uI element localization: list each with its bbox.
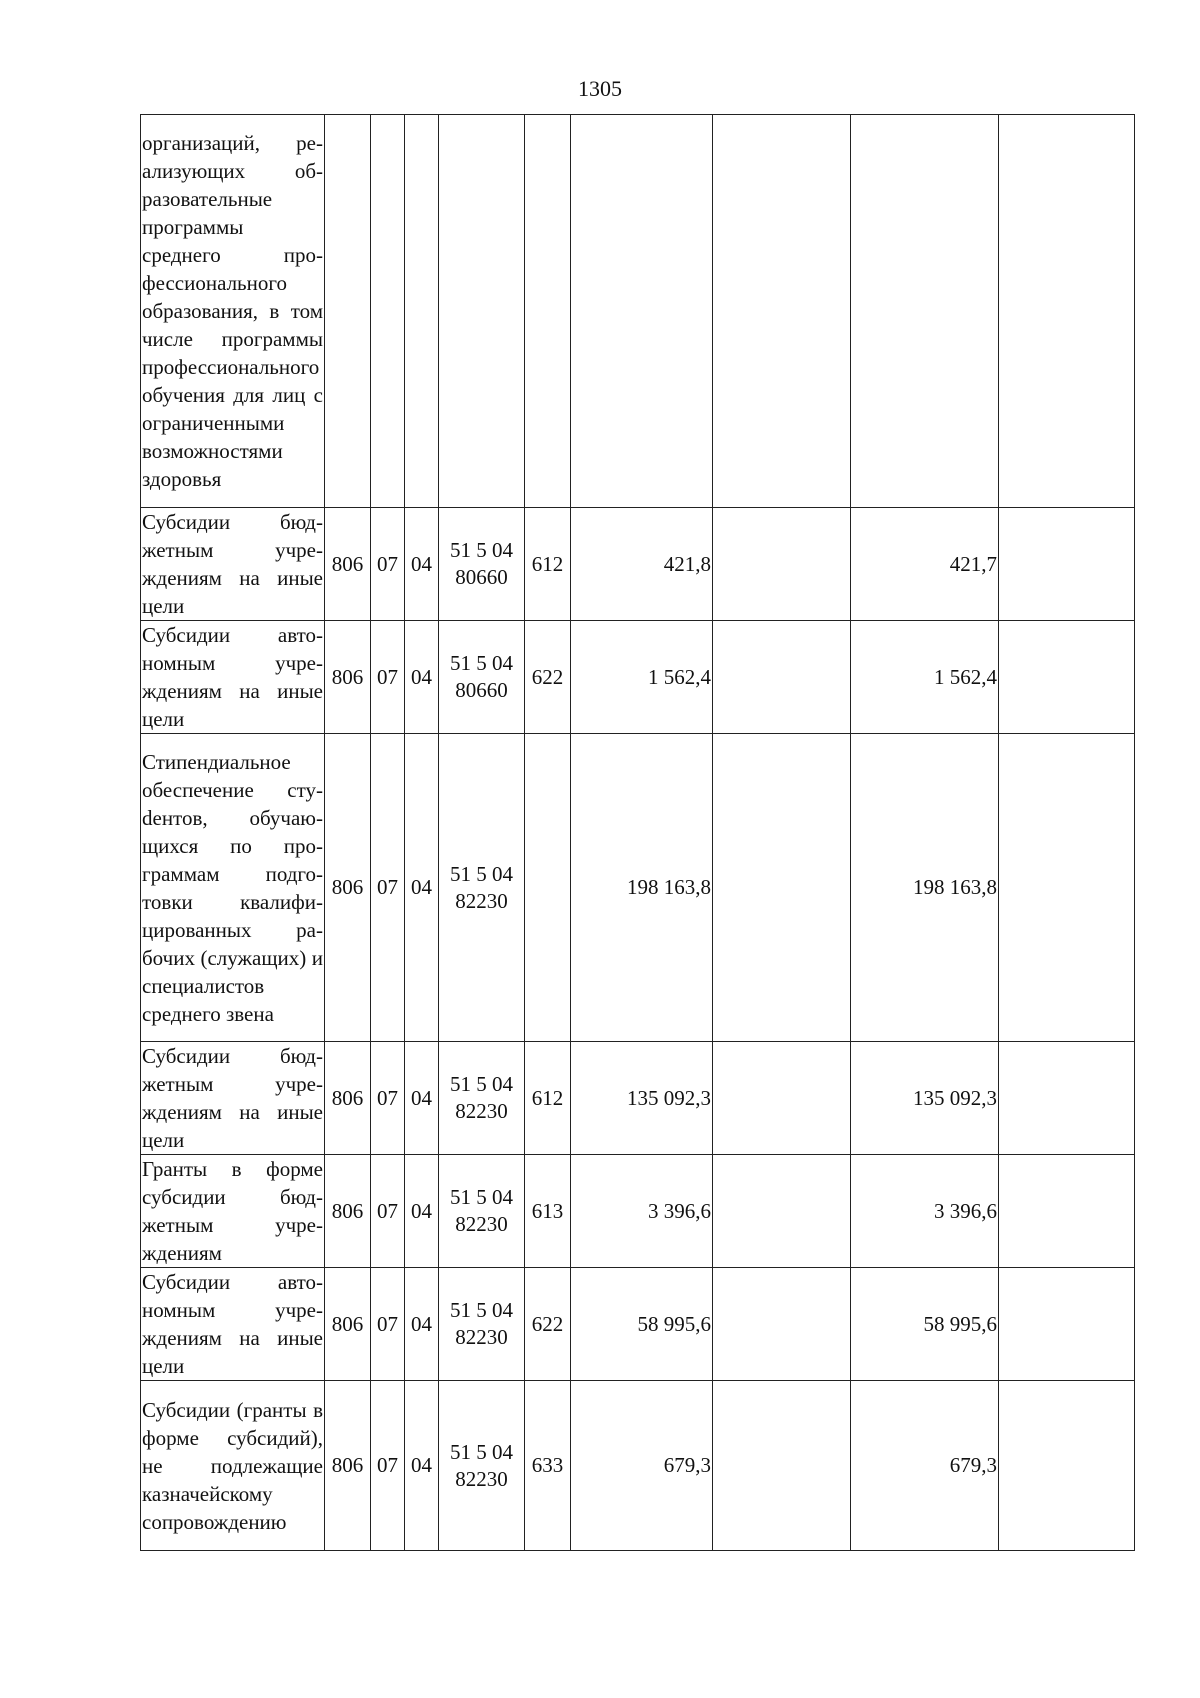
amount-2-cell — [713, 1042, 851, 1155]
amount-1-cell: 421,8 — [571, 508, 713, 621]
ministry-code-cell: 806 — [325, 621, 371, 734]
subsection-code-cell: 04 — [405, 1042, 439, 1155]
table-body — [141, 115, 1135, 1551]
amount-2-cell — [713, 115, 851, 508]
amount-3-cell: 198 163,8 — [851, 734, 999, 1042]
target-article-line-2: 82230 — [455, 1325, 508, 1349]
subsection-code-cell: 04 — [405, 1155, 439, 1268]
amount-4-cell — [999, 115, 1135, 508]
amount-3-cell: 1 562,4 — [851, 621, 999, 734]
subsection-code-cell: 04 — [405, 508, 439, 621]
amount-2-cell — [713, 1381, 851, 1551]
subsection-code-cell — [405, 115, 439, 508]
row-name-cell: Субсидии автономным учреждениям на иные цели — [141, 621, 325, 734]
amount-1-cell: 198 163,8 — [571, 734, 713, 1042]
amount-2-cell — [713, 1268, 851, 1381]
section-code-cell: 07 — [371, 1155, 405, 1268]
section-code-cell: 07 — [371, 734, 405, 1042]
row-name-cell: организаций, реализующих образовательные программы среднего профессионального образования, в том числе программы профессионального обучения для лиц с ограниченными возможностями здоровья — [141, 115, 325, 508]
target-article-cell — [439, 1042, 525, 1155]
amount-4-cell — [999, 1042, 1135, 1155]
ministry-code-cell: 806 — [325, 1042, 371, 1155]
table-row — [141, 1381, 1135, 1551]
target-article-cell — [439, 1381, 525, 1551]
amount-4-cell — [999, 621, 1135, 734]
expense-type-cell: 612 — [525, 508, 571, 621]
ministry-code-cell: 806 — [325, 1381, 371, 1551]
section-code-cell: 07 — [371, 1268, 405, 1381]
target-article-line-1: 51 5 04 — [450, 1439, 513, 1464]
expense-type-cell: 622 — [525, 1268, 571, 1381]
table-row — [141, 115, 1135, 508]
target-article-cell — [439, 115, 525, 508]
table-row — [141, 1042, 1135, 1155]
ministry-code-cell: 806 — [325, 734, 371, 1042]
amount-3-cell: 421,7 — [851, 508, 999, 621]
target-article-cell — [439, 734, 525, 1042]
row-name-cell: Субсидии автономным учреждениям на иные цели — [141, 1268, 325, 1381]
row-name-cell: Гранты в форме субсидии бюджетным учреждениям — [141, 1155, 325, 1268]
amount-4-cell — [999, 1155, 1135, 1268]
target-article-cell — [439, 621, 525, 734]
row-name-cell: Субсидии бюджетным учреждениям на иные цели — [141, 508, 325, 621]
expense-type-cell — [525, 115, 571, 508]
amount-2-cell — [713, 734, 851, 1042]
amount-1-cell: 1 562,4 — [571, 621, 713, 734]
amount-3-cell: 58 995,6 — [851, 1268, 999, 1381]
target-article-cell — [439, 1155, 525, 1268]
amount-1-cell: 3 396,6 — [571, 1155, 713, 1268]
amount-1-cell — [571, 115, 713, 508]
target-article-cell — [439, 1268, 525, 1381]
page-number: 1305 — [578, 76, 622, 101]
section-code-cell: 07 — [371, 1381, 405, 1551]
expense-type-cell: 613 — [525, 1155, 571, 1268]
target-article-line-2: 82230 — [455, 1099, 508, 1123]
ministry-code-cell: 806 — [325, 1155, 371, 1268]
subsection-code-cell: 04 — [405, 1381, 439, 1551]
amount-3-cell: 3 396,6 — [851, 1155, 999, 1268]
subsection-code-cell: 04 — [405, 621, 439, 734]
row-name-cell: Субсидии бюджетным учреждениям на иные цели — [141, 1042, 325, 1155]
row-name-cell: Стипендиальное обеспечение стуdентов, обучающихся по программам подготовки квалифицированных рабочих (служащих) и специалистов среднего звена — [141, 734, 325, 1042]
target-article-cell — [439, 508, 525, 621]
amount-3-cell: 679,3 — [851, 1381, 999, 1551]
expense-type-cell: 622 — [525, 621, 571, 734]
expense-type-cell — [525, 734, 571, 1042]
amount-1-cell: 58 995,6 — [571, 1268, 713, 1381]
expense-type-cell: 612 — [525, 1042, 571, 1155]
subsection-code-cell: 04 — [405, 1268, 439, 1381]
table-row — [141, 1268, 1135, 1381]
target-article-line-1: 51 5 04 — [450, 861, 513, 886]
table-row — [141, 508, 1135, 621]
amount-4-cell — [999, 508, 1135, 621]
amount-3-cell: 135 092,3 — [851, 1042, 999, 1155]
target-article-line-1: 51 5 04 — [450, 538, 513, 562]
table-row — [141, 1155, 1135, 1268]
amount-4-cell — [999, 1381, 1135, 1551]
amount-4-cell — [999, 1268, 1135, 1381]
amount-2-cell — [713, 621, 851, 734]
amount-3-cell — [851, 115, 999, 508]
target-article-line-2: 82230 — [455, 1212, 508, 1236]
expense-type-cell: 633 — [525, 1381, 571, 1551]
ministry-code-cell: 806 — [325, 1268, 371, 1381]
table-row — [141, 734, 1135, 1042]
target-article-line-2: 80660 — [455, 678, 508, 702]
target-article-line-1: 51 5 04 — [450, 1185, 513, 1209]
amount-1-cell: 679,3 — [571, 1381, 713, 1551]
section-code-cell: 07 — [371, 1042, 405, 1155]
section-code-cell: 07 — [371, 508, 405, 621]
ministry-code-cell: 806 — [325, 508, 371, 621]
target-article-line-2: 80660 — [455, 565, 508, 589]
target-article-line-1: 51 5 04 — [450, 651, 513, 675]
row-name-cell: Субсидии (гранты в форме субсидий), не подлежащие казначейскому сопровождению — [141, 1381, 325, 1551]
ministry-code-cell — [325, 115, 371, 508]
target-article-line-2: 82230 — [455, 888, 508, 913]
section-code-cell: 07 — [371, 621, 405, 734]
subsection-code-cell: 04 — [405, 734, 439, 1042]
target-article-line-1: 51 5 04 — [450, 1298, 513, 1322]
budget-table — [140, 114, 1135, 1551]
amount-2-cell — [713, 1155, 851, 1268]
table-row — [141, 621, 1135, 734]
target-article-line-2: 82230 — [455, 1466, 508, 1491]
amount-2-cell — [713, 508, 851, 621]
target-article-line-1: 51 5 04 — [450, 1072, 513, 1096]
amount-1-cell: 135 092,3 — [571, 1042, 713, 1155]
amount-4-cell — [999, 734, 1135, 1042]
section-code-cell — [371, 115, 405, 508]
